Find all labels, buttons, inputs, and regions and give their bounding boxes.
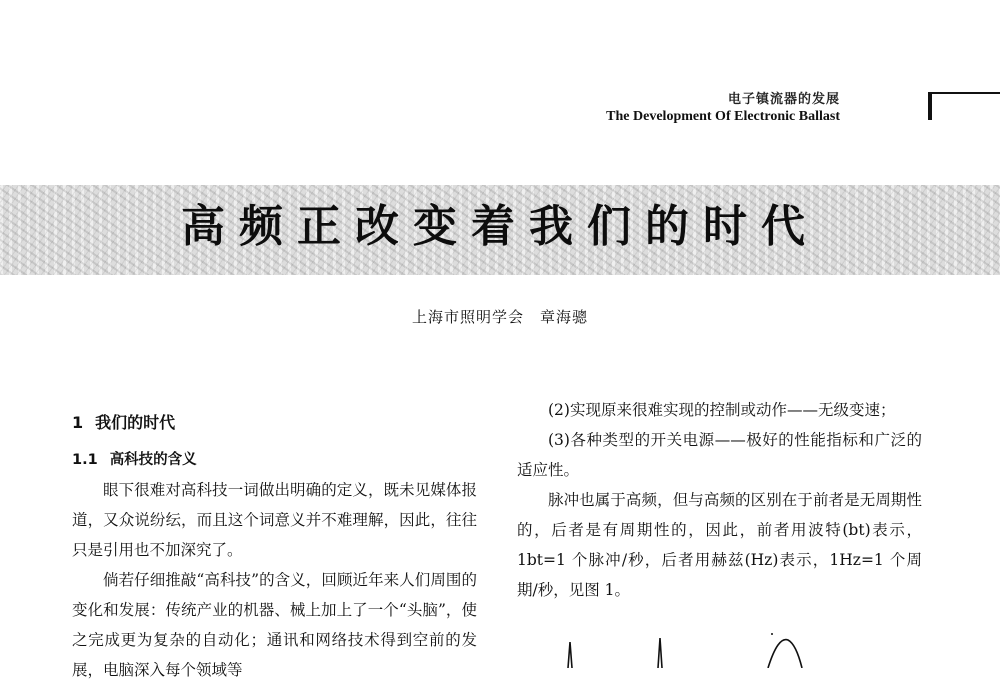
paragraph-meaning: 倘若仔细推敲“高科技”的含义，回顾近年来人们周围的变化和发展：传统产业的机器、械上加上了一个“头脑”，使之完成更为复杂的自动化；通讯和网络技术得到空前的发展，电脑深入每个领域等	[72, 571, 477, 679]
right-column	[517, 395, 922, 605]
running-head-english: The Development Of Electronic Ballast	[606, 109, 840, 124]
subsection-number: 1.1	[72, 452, 98, 468]
list-item-2: (2)实现原来很难实现的控制或动作——无级变速；	[548, 401, 896, 419]
list-item-3: (3)各种类型的开关电源——极好的性能指标和广泛的适应性。	[517, 431, 922, 479]
pulse-spike-2	[658, 638, 662, 668]
section-number: 1	[72, 413, 84, 432]
sine-wave-peak	[768, 640, 802, 668]
article-title: 高频正改变着我们的时代	[181, 201, 819, 252]
author-byline: 上海市照明学会 章海骢	[411, 308, 588, 326]
running-head-chinese: 电子镇流器的发展	[727, 92, 840, 107]
left-column	[72, 395, 477, 685]
subsection-title: 高科技的含义	[109, 452, 197, 468]
corner-bracket-mark	[928, 92, 1000, 120]
pulse-spike-1	[568, 642, 572, 668]
running-head	[606, 88, 840, 125]
speck-mark	[771, 633, 773, 635]
figure-1-waveform	[540, 628, 840, 668]
section-heading-1	[72, 409, 477, 437]
section-title: 我们的时代	[95, 413, 176, 432]
paragraph-pulse: 脉冲也属于高频，但与高频的区别在于前者是无周期性的，后者是有周期性的，因此，前者用波特(bt)表示，1bt=1 个脉冲/秒，后者用赫兹(Hz)表示，1Hz=1 个周期/秒，见图 1。	[517, 491, 922, 599]
paragraph-definition: 眼下很难对高科技一词做出明确的定义，既未见媒体报道，又众说纷纭，而且这个词意义并不难理解，因此，往往只是引用也不加深究了。	[72, 481, 477, 559]
subsection-heading-1-1	[72, 445, 477, 475]
